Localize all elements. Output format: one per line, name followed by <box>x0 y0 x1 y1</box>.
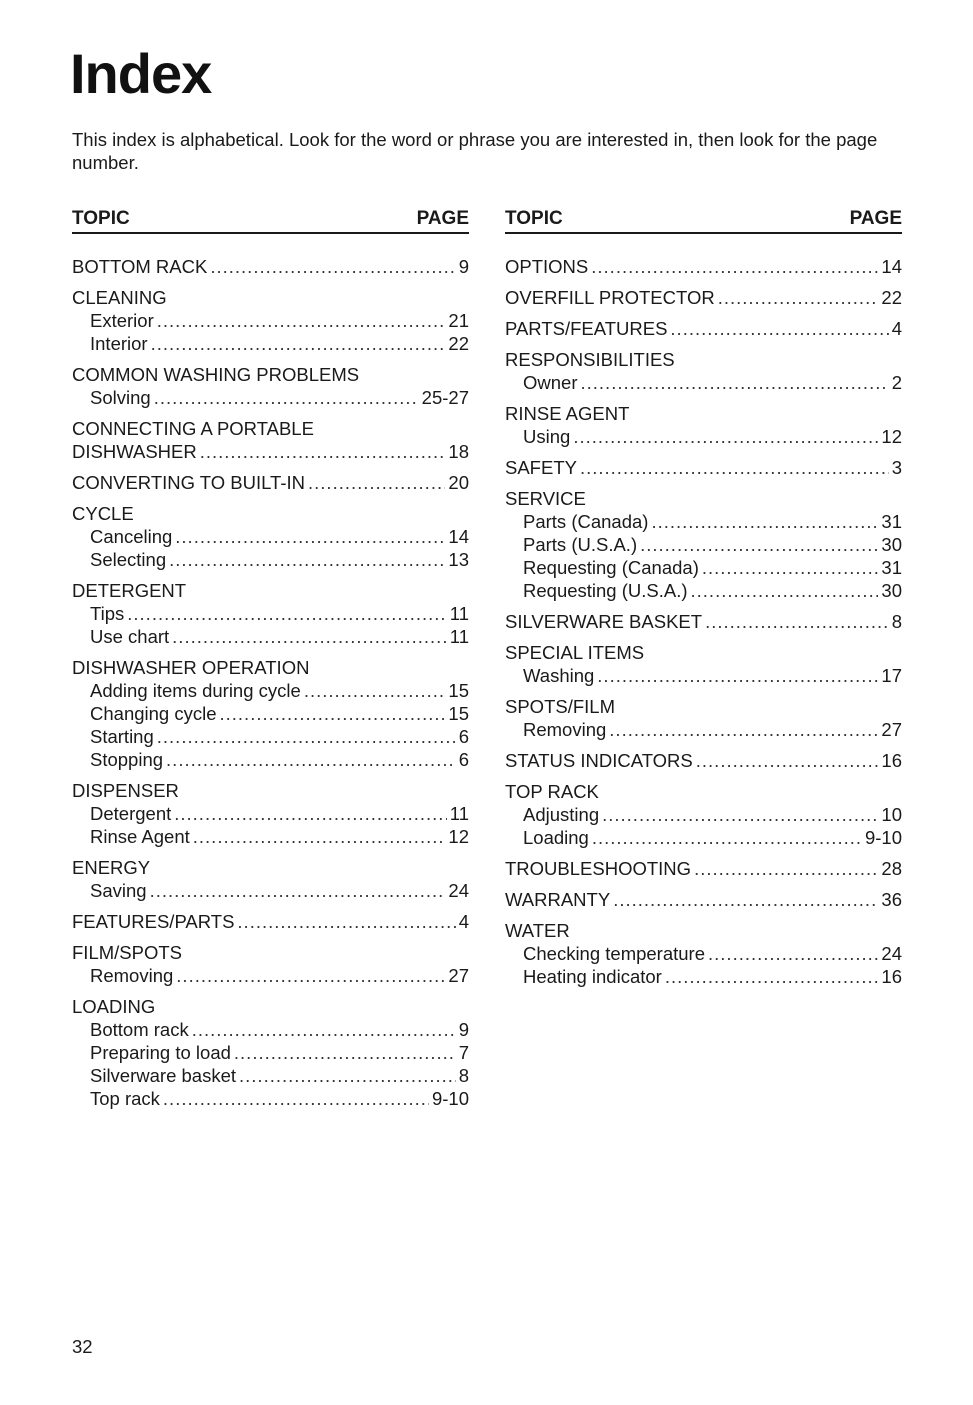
index-topic <box>505 487 902 510</box>
index-topic <box>505 286 902 309</box>
index-entry <box>505 348 902 394</box>
index-subtopic-page: 9-10 <box>431 1088 469 1109</box>
index-entry <box>505 286 902 309</box>
index-subtopic <box>505 533 902 556</box>
index-topic-label: RINSE AGENT <box>505 403 630 424</box>
index-entry <box>505 919 902 988</box>
dot-leader <box>157 309 446 332</box>
index-topic-label: BOTTOM RACK <box>72 256 208 277</box>
index-subtopic-page: 31 <box>881 557 902 578</box>
index-subtopic-page: 24 <box>881 943 902 964</box>
index-subtopic-page: 6 <box>458 726 469 747</box>
index-topic-label: CLEANING <box>72 287 167 308</box>
dot-leader <box>150 879 446 902</box>
index-entry <box>505 456 902 479</box>
index-topic <box>72 286 469 309</box>
index-subtopic-label: Owner <box>523 372 578 393</box>
index-topic <box>505 857 902 880</box>
index-subtopic <box>72 802 469 825</box>
index-topic <box>72 579 469 602</box>
dot-leader <box>304 679 446 702</box>
dot-leader <box>670 317 888 340</box>
index-topic-label: TROUBLESHOOTING <box>505 858 692 879</box>
index-topic <box>72 417 469 440</box>
index-subtopic <box>72 1018 469 1041</box>
index-topic <box>505 695 902 718</box>
index-subtopic-label: Canceling <box>90 526 173 547</box>
dot-leader <box>718 286 879 309</box>
dot-leader <box>696 749 879 772</box>
dot-leader <box>702 556 879 579</box>
index-subtopic <box>505 718 902 741</box>
index-subtopic-label: Use chart <box>90 626 170 647</box>
index-subtopic-page: 12 <box>448 826 469 847</box>
index-entry <box>72 579 469 648</box>
index-subtopic <box>505 942 902 965</box>
index-topic-label: TOP RACK <box>505 781 599 802</box>
index-entry <box>72 502 469 571</box>
index-subtopic-label: Silverware basket <box>90 1065 237 1086</box>
index-subtopic <box>72 964 469 987</box>
index-topic-label: FILM/SPOTS <box>72 942 182 963</box>
dot-leader <box>651 510 878 533</box>
index-subtopic-page: 27 <box>448 965 469 986</box>
index-subtopic <box>72 879 469 902</box>
index-subtopic <box>72 625 469 648</box>
index-subtopic <box>72 1041 469 1064</box>
dot-leader <box>665 965 879 988</box>
index-subtopic-label: Preparing to load <box>90 1042 231 1063</box>
index-subtopic-page: 10 <box>881 804 902 825</box>
index-subtopic-label: Adding items during cycle <box>90 680 301 701</box>
index-entry <box>505 641 902 687</box>
dot-leader <box>166 748 456 771</box>
index-entries-left <box>72 255 469 1110</box>
index-entries-right <box>505 255 902 988</box>
dot-leader <box>154 386 419 409</box>
index-topic-page: 22 <box>881 287 902 308</box>
index-subtopic <box>72 702 469 725</box>
index-topic-page: 3 <box>891 457 902 478</box>
index-topic <box>72 656 469 679</box>
index-subtopic-label: Heating indicator <box>523 966 662 987</box>
dot-leader <box>220 702 446 725</box>
index-topic <box>72 502 469 525</box>
page-number: 32 <box>72 1336 93 1357</box>
dot-leader <box>573 425 878 448</box>
index-subtopic <box>72 679 469 702</box>
index-topic <box>72 910 469 933</box>
index-subtopic-page: 30 <box>881 534 902 555</box>
index-subtopic-label: Using <box>523 426 571 447</box>
index-subtopic-label: Bottom rack <box>90 1019 189 1040</box>
index-subtopic <box>505 965 902 988</box>
index-subtopic-label: Detergent <box>90 803 172 824</box>
index-entry <box>72 471 469 494</box>
index-topic <box>505 255 902 278</box>
index-topic <box>505 456 902 479</box>
index-subtopic <box>505 826 902 849</box>
index-topic-label: WATER <box>505 920 570 941</box>
index-subtopic-label: Loading <box>523 827 589 848</box>
index-topic-label: ENERGY <box>72 857 151 878</box>
index-topic-page: 20 <box>448 472 469 493</box>
index-topic <box>505 317 902 340</box>
index-subtopic <box>72 332 469 355</box>
index-entry <box>505 610 902 633</box>
index-subtopic <box>72 1064 469 1087</box>
index-topic <box>72 856 469 879</box>
index-topic <box>72 255 469 278</box>
index-topic <box>505 888 902 911</box>
index-subtopic-page: 27 <box>881 719 902 740</box>
index-subtopic-page: 6 <box>458 749 469 770</box>
index-entry <box>72 856 469 902</box>
index-entry <box>505 857 902 880</box>
index-entry <box>505 749 902 772</box>
index-subtopic <box>505 425 902 448</box>
dot-leader <box>597 664 878 687</box>
index-subtopic-page: 15 <box>448 703 469 724</box>
index-topic <box>72 363 469 386</box>
index-topic-label: CONNECTING A PORTABLE <box>72 418 314 439</box>
index-topic-label: CYCLE <box>72 503 134 524</box>
index-topic-page: 36 <box>881 889 902 910</box>
index-subtopic-label: Parts (U.S.A.) <box>523 534 638 555</box>
index-subtopic-label: Top rack <box>90 1088 160 1109</box>
index-column-right <box>505 207 902 996</box>
index-subtopic <box>72 725 469 748</box>
index-topic <box>505 348 902 371</box>
page-header: PAGE <box>416 208 469 229</box>
index-topic-label: PARTS/FEATURES <box>505 318 668 339</box>
index-topic-page: 9 <box>458 256 469 277</box>
index-topic-label: OPTIONS <box>505 256 589 277</box>
index-subtopic-page: 31 <box>881 511 902 532</box>
index-subtopic-label: Requesting (Canada) <box>523 557 699 578</box>
index-topic <box>72 941 469 964</box>
dot-leader <box>691 579 879 602</box>
index-subtopic-page: 15 <box>448 680 469 701</box>
dot-leader <box>239 1064 456 1087</box>
index-subtopic-page: 12 <box>881 426 902 447</box>
dot-leader <box>174 802 447 825</box>
dot-leader <box>200 440 446 463</box>
index-subtopic-label: Adjusting <box>523 804 600 825</box>
index-subtopic <box>72 525 469 548</box>
index-subtopic-page: 9-10 <box>864 827 902 848</box>
index-entry <box>505 255 902 278</box>
index-topic <box>505 402 902 425</box>
dot-leader <box>169 548 445 571</box>
dot-leader <box>694 857 878 880</box>
index-subtopic <box>505 803 902 826</box>
index-entry <box>72 286 469 355</box>
dot-leader <box>602 803 878 826</box>
index-subtopic-page: 11 <box>449 803 469 824</box>
index-topic-label: DETERGENT <box>72 580 187 601</box>
index-subtopic <box>72 1087 469 1110</box>
dot-leader <box>640 533 878 556</box>
index-column-left <box>72 207 469 1118</box>
column-header <box>505 207 902 234</box>
index-subtopic <box>505 371 902 394</box>
index-subtopic-page: 16 <box>881 966 902 987</box>
index-topic <box>72 471 469 494</box>
index-subtopic-label: Saving <box>90 880 147 901</box>
dot-leader <box>176 964 445 987</box>
dot-leader <box>234 1041 456 1064</box>
dot-leader <box>581 371 889 394</box>
dot-leader <box>163 1087 429 1110</box>
index-subtopic-label: Exterior <box>90 310 154 331</box>
index-subtopic-page: 14 <box>448 526 469 547</box>
index-subtopic <box>72 748 469 771</box>
dot-leader <box>193 825 446 848</box>
index-subtopic <box>72 825 469 848</box>
index-entry <box>72 779 469 848</box>
index-subtopic-label: Tips <box>90 603 125 624</box>
index-subtopic-page: 13 <box>448 549 469 570</box>
dot-leader <box>175 525 445 548</box>
dot-leader <box>237 910 455 933</box>
index-topic <box>505 919 902 942</box>
index-entry <box>505 780 902 849</box>
index-subtopic-label: Removing <box>90 965 174 986</box>
index-entry <box>72 417 469 463</box>
index-topic-label: OVERFILL PROTECTOR <box>505 287 715 308</box>
index-entry <box>505 695 902 741</box>
index-topic-label: COMMON WASHING PROBLEMS <box>72 364 360 385</box>
topic-header: TOPIC <box>505 208 563 229</box>
index-entry <box>505 402 902 448</box>
index-subtopic-page: 30 <box>881 580 902 601</box>
intro-paragraph: This index is alphabetical. Look for the word or phrase you are interested in, then look for the page number. <box>72 129 878 173</box>
index-topic-page: 8 <box>891 611 902 632</box>
index-topic-label: RESPONSIBILITIES <box>505 349 675 370</box>
index-subtopic-page: 9 <box>458 1019 469 1040</box>
index-subtopic-page: 17 <box>881 665 902 686</box>
index-topic-label: SAFETY <box>505 457 577 478</box>
index-topic-label: DISHWASHER <box>72 441 197 462</box>
index-topic-page: 14 <box>881 256 902 277</box>
index-subtopic <box>72 386 469 409</box>
index-subtopic-label: Parts (Canada) <box>523 511 649 532</box>
index-topic <box>505 610 902 633</box>
index-topic-label: FEATURES/PARTS <box>72 911 235 932</box>
index-subtopic-label: Rinse Agent <box>90 826 190 847</box>
index-subtopic-label: Changing cycle <box>90 703 217 724</box>
index-topic-label: SERVICE <box>505 488 586 509</box>
dot-leader <box>127 602 447 625</box>
index-subtopic-page: 8 <box>458 1065 469 1086</box>
dot-leader <box>157 725 456 748</box>
index-entry <box>72 995 469 1110</box>
dot-leader <box>151 332 446 355</box>
index-subtopic <box>505 664 902 687</box>
page-header: PAGE <box>849 208 902 229</box>
index-entry <box>505 317 902 340</box>
index-topic-page: 18 <box>448 441 469 462</box>
dot-leader <box>308 471 445 494</box>
dot-leader <box>192 1018 456 1041</box>
index-topic-label: LOADING <box>72 996 156 1017</box>
index-entry <box>72 363 469 409</box>
index-entry <box>72 255 469 278</box>
column-header <box>72 207 469 234</box>
index-subtopic-label: Stopping <box>90 749 164 770</box>
index-topic <box>72 779 469 802</box>
index-subtopic <box>505 510 902 533</box>
index-topic <box>505 780 902 803</box>
index-subtopic <box>72 309 469 332</box>
dot-leader <box>705 610 889 633</box>
index-entry <box>72 656 469 771</box>
index-topic-label: DISHWASHER OPERATION <box>72 657 310 678</box>
index-subtopic-page: 11 <box>449 603 469 624</box>
index-entry <box>72 910 469 933</box>
index-subtopic-label: Selecting <box>90 549 167 570</box>
index-subtopic-page: 11 <box>449 626 469 647</box>
index-subtopic-page: 21 <box>448 310 469 331</box>
dot-leader <box>592 826 862 849</box>
index-subtopic-page: 24 <box>448 880 469 901</box>
index-topic-page: 16 <box>881 750 902 771</box>
dot-leader <box>580 456 889 479</box>
index-subtopic <box>72 548 469 571</box>
dot-leader <box>172 625 447 648</box>
index-subtopic <box>72 602 469 625</box>
index-topic <box>72 995 469 1018</box>
index-topic-label: SILVERWARE BASKET <box>505 611 703 632</box>
index-entry <box>505 888 902 911</box>
index-subtopic <box>505 579 902 602</box>
index-topic <box>72 440 469 463</box>
index-topic-page: 4 <box>891 318 902 339</box>
index-subtopic-page: 22 <box>448 333 469 354</box>
index-subtopic <box>505 556 902 579</box>
index-subtopic-page: 2 <box>891 372 902 393</box>
index-topic-label: STATUS INDICATORS <box>505 750 693 771</box>
index-topic-label: WARRANTY <box>505 889 611 910</box>
index-topic-label: CONVERTING TO BUILT-IN <box>72 472 306 493</box>
dot-leader <box>613 888 878 911</box>
dot-leader <box>210 255 455 278</box>
topic-header: TOPIC <box>72 208 130 229</box>
index-subtopic-page: 7 <box>458 1042 469 1063</box>
dot-leader <box>591 255 878 278</box>
index-topic <box>505 641 902 664</box>
index-subtopic-label: Requesting (U.S.A.) <box>523 580 688 601</box>
index-subtopic-label: Interior <box>90 333 148 354</box>
index-topic-page: 4 <box>458 911 469 932</box>
index-subtopic-label: Checking temperature <box>523 943 706 964</box>
index-entry <box>72 941 469 987</box>
index-subtopic-label: Removing <box>523 719 607 740</box>
index-entry <box>505 487 902 602</box>
index-topic-label: SPOTS/FILM <box>505 696 615 717</box>
index-subtopic-label: Solving <box>90 387 151 408</box>
index-subtopic-label: Washing <box>523 665 595 686</box>
dot-leader <box>609 718 878 741</box>
index-subtopic-label: Starting <box>90 726 154 747</box>
dot-leader <box>708 942 878 965</box>
index-topic-label: SPECIAL ITEMS <box>505 642 645 663</box>
index-topic-label: DISPENSER <box>72 780 179 801</box>
index-topic-page: 28 <box>881 858 902 879</box>
page-title: Index <box>70 42 212 105</box>
index-subtopic-page: 25-27 <box>421 387 469 408</box>
index-topic <box>505 749 902 772</box>
